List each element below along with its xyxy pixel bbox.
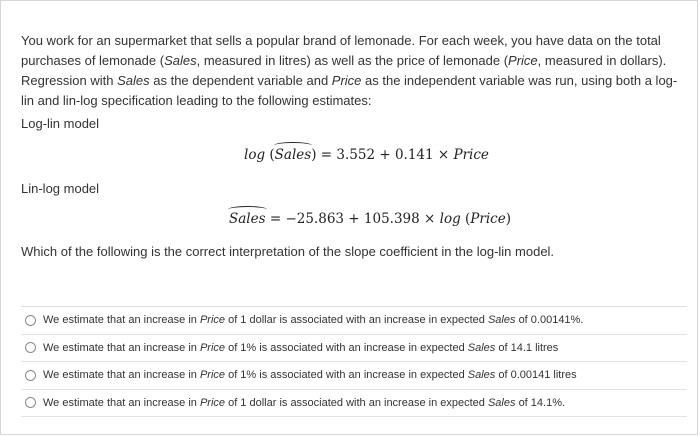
- intro-text: You work for an supermarket that sells a popular brand of lemonade. For each week, you have data on the total purchases of lemonade (: [21, 33, 661, 68]
- option-label: We estimate that an increase in Price of 1 dollar is associated with an increase in expected Sales of 0.00141%.: [43, 314, 584, 327]
- answer-option-1[interactable]: [21, 307, 687, 335]
- close-paren: ): [311, 147, 317, 163]
- price-symbol: Price: [470, 211, 506, 227]
- sales-hat: [229, 211, 266, 227]
- option-label: We estimate that an increase in Price of 1 dollar is associated with an increase in expected Sales of 14.1%.: [43, 396, 566, 409]
- option-label: We estimate that an increase in Price of 1% is associated with an increase in expected Sales of 0.00141 litres: [43, 369, 577, 382]
- loglin-equation: [244, 147, 489, 163]
- option-label: We estimate that an increase in Price of 1% is associated with an increase in expected Sales of 14.1 litres: [43, 341, 559, 354]
- sales-variable: Sales: [117, 73, 150, 88]
- open-paren: (: [465, 211, 471, 227]
- radio-button-icon[interactable]: [25, 342, 36, 353]
- sales-variable: Sales: [164, 53, 197, 68]
- sales-symbol: Sales: [229, 211, 266, 227]
- radio-button-icon[interactable]: [25, 397, 36, 408]
- sales-symbol: Sales: [274, 147, 312, 163]
- loglin-model-label: Log-lin model: [21, 116, 100, 131]
- answer-option-4[interactable]: [21, 390, 687, 418]
- radio-button-icon[interactable]: [25, 370, 36, 381]
- intro-text: , measured in litres) as well as the price of lemonade (: [196, 53, 509, 68]
- linlog-equation: [229, 211, 511, 227]
- price-variable: Price: [331, 73, 362, 88]
- answer-options: [21, 306, 687, 417]
- intro-text: as the dependent variable and: [149, 73, 332, 88]
- linlog-model-label: Lin-log model: [21, 181, 100, 196]
- intro-text: as the independent variable was run, using both a log-lin and lin-log specification leading to the following estimates:: [21, 73, 678, 108]
- intro-text: , measured in dollars). Regression with: [21, 53, 667, 88]
- price-variable: Price: [508, 53, 538, 68]
- radio-button-icon[interactable]: [25, 315, 36, 326]
- linlog-coefficients: = −25.863 + 105.398 ×: [269, 211, 436, 227]
- question-text: Which of the following is the correct interpretation of the slope coefficient in the log-lin model.: [21, 244, 555, 259]
- log-function: log: [439, 211, 461, 227]
- log-function: log: [244, 147, 266, 163]
- answer-option-3[interactable]: [21, 362, 687, 390]
- question-intro: [21, 31, 681, 111]
- open-paren: (: [269, 147, 275, 163]
- answer-option-2[interactable]: [21, 335, 687, 363]
- price-symbol: Price: [453, 147, 489, 163]
- close-paren: ): [505, 211, 511, 227]
- sales-hat: [275, 147, 312, 163]
- loglin-coefficients: = 3.552 + 0.141 ×: [320, 147, 450, 163]
